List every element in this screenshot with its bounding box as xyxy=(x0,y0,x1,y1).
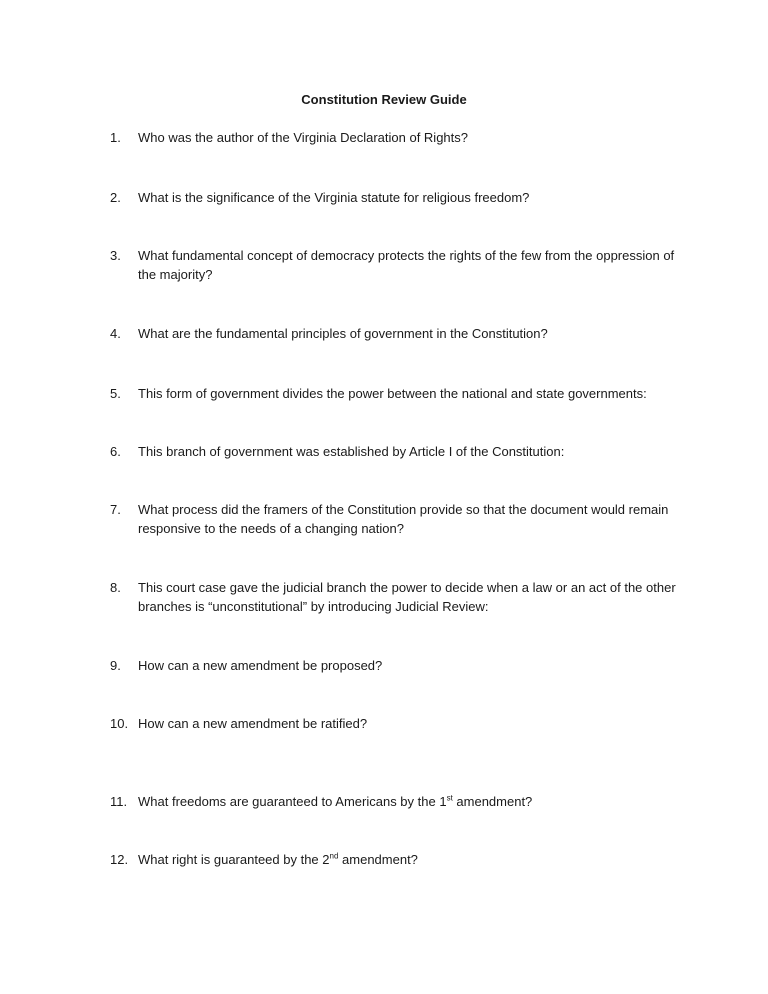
question-2 xyxy=(110,188,690,207)
question-10 xyxy=(110,714,690,733)
question-number: 10. xyxy=(110,716,129,731)
question-number: 9. xyxy=(110,658,121,673)
question-number: 1. xyxy=(110,130,121,145)
question-text: This court case gave the judicial branch the power to decide when a law or an act of the other branches is “unconstitutional” by introducing Judicial Review: xyxy=(138,580,676,614)
question-number: 12. xyxy=(110,852,129,867)
question-text: How can a new amendment be proposed? xyxy=(138,658,383,673)
question-4 xyxy=(110,324,690,343)
question-6 xyxy=(110,442,690,461)
ordinal-suffix: st xyxy=(446,793,453,803)
question-number: 2. xyxy=(110,190,121,205)
question-1 xyxy=(110,128,690,147)
question-text: Who was the author of the Virginia Declaration of Rights? xyxy=(138,130,468,145)
question-text: What is the significance of the Virginia statute for religious freedom? xyxy=(138,190,530,205)
question-text: How can a new amendment be ratified? xyxy=(138,716,368,731)
question-text: This branch of government was established by Article I of the Constitution: xyxy=(138,444,565,459)
question-text: What process did the framers of the Constitution provide so that the document would remain responsive to the needs of a changing nation? xyxy=(138,502,669,536)
question-7 xyxy=(110,500,690,538)
question-9 xyxy=(110,656,690,675)
question-8 xyxy=(110,578,690,616)
question-text: This form of government divides the power between the national and state governments: xyxy=(138,386,647,401)
ordinal-suffix: nd xyxy=(329,851,339,861)
question-number: 5. xyxy=(110,386,121,401)
question-text-after: amendment? xyxy=(338,852,418,867)
document-title: Constitution Review Guide xyxy=(301,92,467,107)
question-number: 8. xyxy=(110,580,121,595)
question-text-after: amendment? xyxy=(452,794,533,809)
question-text xyxy=(138,792,690,811)
question-text: What fundamental concept of democracy protects the rights of the few from the oppression of the majority? xyxy=(138,248,675,282)
question-text: What are the fundamental principles of government in the Constitution? xyxy=(138,326,548,341)
question-text-before: What right is guaranteed by the 2 xyxy=(138,852,330,867)
question-text-before: What freedoms are guaranteed to Americans by the 1 xyxy=(138,794,447,809)
question-number: 7. xyxy=(110,502,121,517)
question-12 xyxy=(110,850,690,869)
question-3 xyxy=(110,246,690,284)
question-number: 3. xyxy=(110,248,121,263)
question-text xyxy=(138,850,690,869)
question-11 xyxy=(110,792,690,811)
question-5 xyxy=(110,384,690,403)
question-number: 4. xyxy=(110,326,121,341)
question-number: 11. xyxy=(110,794,128,809)
question-number: 6. xyxy=(110,444,121,459)
